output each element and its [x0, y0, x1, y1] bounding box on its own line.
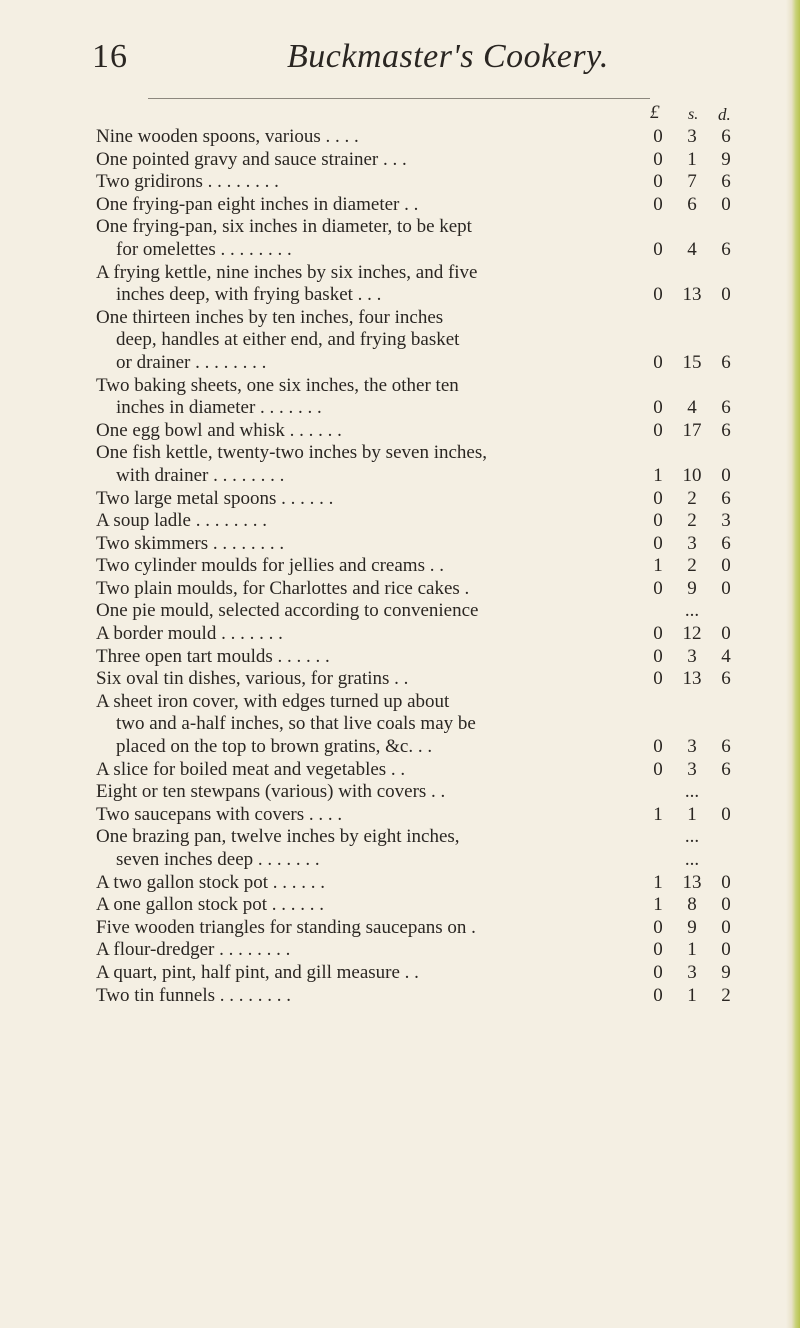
- column-heading-pounds: £: [650, 102, 660, 123]
- column-heading-pence: d.: [718, 105, 731, 124]
- item-description: inches deep, with frying basket . . .: [116, 284, 382, 306]
- amount-pounds: 0: [653, 916, 663, 938]
- list-item-line: [0, 262, 800, 285]
- amount-pounds: 0: [653, 645, 663, 667]
- list-item-line: [0, 171, 800, 194]
- amount-pounds: 0: [653, 148, 663, 170]
- amount-shillings: 17: [682, 419, 702, 441]
- amount-shillings: 1: [687, 148, 697, 170]
- amount-pounds: 1: [653, 871, 663, 893]
- list-item-line: [0, 804, 800, 827]
- item-description: Two baking sheets, one six inches, the other ten: [96, 374, 459, 396]
- amount-shillings: 1: [687, 984, 697, 1006]
- amount-pence: 6: [721, 126, 731, 147]
- amount-shillings: 1: [687, 939, 697, 961]
- list-item-line: [0, 488, 800, 511]
- item-description: A flour-dredger . . . . . . . .: [96, 939, 291, 961]
- amount-pence: 9: [721, 148, 731, 170]
- list-item-line: [0, 352, 800, 375]
- amount-pounds: 1: [653, 894, 663, 916]
- list-item-line: [0, 646, 800, 669]
- amount-pence: 6: [721, 736, 731, 758]
- list-item-line: [0, 578, 800, 601]
- item-description: A sheet iron cover, with edges turned up about: [96, 690, 450, 712]
- item-description: A quart, pint, half pint, and gill measure . .: [96, 961, 419, 983]
- amount-shillings: 13: [682, 668, 702, 690]
- amount-pence: 6: [721, 419, 731, 441]
- amount-pounds: 0: [653, 238, 663, 260]
- amount-pence: 0: [721, 939, 731, 961]
- amount-pence: 2: [721, 984, 731, 1006]
- amount-pounds: 0: [653, 419, 663, 441]
- list-item-line: [0, 533, 800, 556]
- amount-pounds: 0: [653, 397, 663, 419]
- item-description: Three open tart moulds . . . . . .: [96, 645, 330, 667]
- amount-pounds: 0: [653, 510, 663, 532]
- amount-pence: 6: [721, 351, 731, 373]
- amount-pounds: 1: [653, 555, 663, 577]
- list-item-line: [0, 691, 800, 714]
- item-description: One brazing pan, twelve inches by eight inches,: [96, 826, 460, 848]
- item-description: with drainer . . . . . . . .: [116, 464, 285, 486]
- amount-pounds: 0: [653, 939, 663, 961]
- amount-pence: 0: [721, 284, 731, 306]
- amount-pence: 6: [721, 171, 731, 193]
- amount-shillings: 3: [687, 645, 697, 667]
- item-description: Two tin funnels . . . . . . . .: [96, 984, 291, 1006]
- list-item-line: [0, 420, 800, 443]
- amount-shillings: 12: [682, 623, 702, 645]
- amount-pounds: 0: [653, 623, 663, 645]
- amount-shillings: 13: [682, 871, 702, 893]
- item-description: Nine wooden spoons, various . . . .: [96, 126, 359, 147]
- amount-pence: 0: [721, 894, 731, 916]
- list-item-line: [0, 329, 800, 352]
- amount-pence: 6: [721, 397, 731, 419]
- amount-pounds: 1: [653, 464, 663, 486]
- amount-pence: 6: [721, 668, 731, 690]
- amount-shillings: 3: [687, 532, 697, 554]
- list-item-line: [0, 917, 800, 940]
- list-item-line: [0, 126, 800, 149]
- header-rule: [148, 98, 650, 99]
- item-description: A two gallon stock pot . . . . . .: [96, 871, 326, 893]
- amount-shillings: 2: [687, 555, 697, 577]
- item-description: Eight or ten stewpans (various) with covers . .: [96, 781, 446, 803]
- list-item-line: [0, 781, 800, 804]
- item-description: Two plain moulds, for Charlottes and rice cakes .: [96, 577, 470, 599]
- amount-pounds: 0: [653, 351, 663, 373]
- list-item-line: [0, 736, 800, 759]
- list-item-line: [0, 939, 800, 962]
- list-item-line: [0, 555, 800, 578]
- item-description: two and a-half inches, so that live coals may be: [116, 713, 476, 735]
- list-item-line: [0, 510, 800, 533]
- list-item-line: [0, 962, 800, 985]
- running-title: Buckmaster's Cookery.: [287, 38, 609, 75]
- amount-shillings: 9: [687, 916, 697, 938]
- amount-pence: 6: [721, 758, 731, 780]
- amount-pence: 0: [721, 555, 731, 577]
- item-description: Two large metal spoons . . . . . .: [96, 487, 334, 509]
- amount-pence: 6: [721, 487, 731, 509]
- amount-pounds: 0: [653, 758, 663, 780]
- item-description: Two cylinder moulds for jellies and creams . .: [96, 555, 444, 577]
- amount-shillings: 2: [687, 510, 697, 532]
- item-description: inches in diameter . . . . . . .: [116, 397, 322, 419]
- list-item-line: [0, 216, 800, 239]
- column-heading-shillings: s.: [688, 106, 699, 123]
- amount-shillings: 3: [687, 126, 697, 147]
- amount-shillings: 4: [687, 238, 697, 260]
- list-item-line: [0, 826, 800, 849]
- list-item-line: [0, 375, 800, 398]
- amount-pounds: 0: [653, 532, 663, 554]
- list-item-line: [0, 623, 800, 646]
- amount-shillings: 3: [687, 961, 697, 983]
- list-item-line: [0, 442, 800, 465]
- item-description: A one gallon stock pot . . . . . .: [96, 894, 324, 916]
- amount-shillings: 4: [687, 397, 697, 419]
- amount-pence: 6: [721, 238, 731, 260]
- amount-pence: 0: [721, 623, 731, 645]
- amount-shillings: ...: [684, 600, 700, 622]
- page-header: [92, 38, 712, 88]
- list-item-line: [0, 668, 800, 691]
- list-item-line: [0, 600, 800, 623]
- item-description: seven inches deep . . . . . . .: [116, 849, 320, 870]
- item-description: A frying kettle, nine inches by six inches, and five: [96, 261, 478, 283]
- list-item-line: [0, 194, 800, 217]
- amount-shillings: 13: [682, 284, 702, 306]
- amount-pounds: 0: [653, 284, 663, 306]
- list-item-line: [0, 759, 800, 782]
- amount-shillings: ...: [684, 826, 700, 848]
- amount-shillings: 6: [687, 193, 697, 215]
- price-list: [0, 126, 800, 1007]
- amount-pence: 0: [721, 871, 731, 893]
- item-description: Two skimmers . . . . . . . .: [96, 532, 285, 554]
- amount-pence: 6: [721, 532, 731, 554]
- amount-shillings: ...: [684, 781, 700, 803]
- item-description: A soup ladle . . . . . . . .: [96, 510, 267, 532]
- item-description: Two saucepans with covers . . . .: [96, 803, 343, 825]
- amount-shillings: 7: [687, 171, 697, 193]
- amount-pence: 9: [721, 961, 731, 983]
- amount-pounds: 0: [653, 668, 663, 690]
- list-item-line: [0, 465, 800, 488]
- item-description: One thirteen inches by ten inches, four inches: [96, 306, 444, 328]
- amount-pence: 0: [721, 464, 731, 486]
- amount-pounds: 1: [653, 803, 663, 825]
- list-item-line: [0, 985, 800, 1008]
- amount-pence: 0: [721, 803, 731, 825]
- item-description: One fish kettle, twenty-two inches by seven inches,: [96, 442, 487, 464]
- amount-shillings: 10: [682, 464, 702, 486]
- amount-shillings: 3: [687, 758, 697, 780]
- amount-shillings: 9: [687, 577, 697, 599]
- amount-pounds: 0: [653, 736, 663, 758]
- amount-pounds: 0: [653, 487, 663, 509]
- amount-pounds: 0: [653, 984, 663, 1006]
- item-description: or drainer . . . . . . . .: [116, 351, 267, 373]
- item-description: One egg bowl and whisk . . . . . .: [96, 419, 342, 441]
- item-description: Two gridirons . . . . . . . .: [96, 171, 279, 193]
- item-description: A slice for boiled meat and vegetables . .: [96, 758, 406, 780]
- list-item-line: [0, 397, 800, 420]
- amount-pounds: 0: [653, 171, 663, 193]
- amount-pence: 0: [721, 577, 731, 599]
- amount-shillings: 15: [682, 351, 702, 373]
- item-description: Six oval tin dishes, various, for gratins . .: [96, 668, 409, 690]
- amount-shillings: ...: [684, 849, 700, 870]
- item-description: Five wooden triangles for standing saucepans on .: [96, 916, 476, 938]
- item-description: deep, handles at either end, and frying basket: [116, 329, 460, 351]
- page-number: 16: [92, 38, 128, 75]
- list-item-line: [0, 713, 800, 736]
- item-description: placed on the top to brown gratins, &c. . .: [116, 736, 433, 758]
- amount-pounds: 0: [653, 577, 663, 599]
- list-item-line: [0, 849, 800, 872]
- amount-pence: 0: [721, 916, 731, 938]
- list-item-line: [0, 149, 800, 172]
- amount-shillings: 8: [687, 894, 697, 916]
- list-item-line: [0, 284, 800, 307]
- item-description: One frying-pan, six inches in diameter, to be kept: [96, 216, 472, 238]
- item-description: A border mould . . . . . . .: [96, 623, 283, 645]
- amount-shillings: 1: [687, 803, 697, 825]
- amount-pence: 3: [721, 510, 731, 532]
- list-item-line: [0, 239, 800, 262]
- list-item-line: [0, 894, 800, 917]
- amount-pounds: 0: [653, 126, 663, 147]
- list-item-line: [0, 307, 800, 330]
- amount-pence: 4: [721, 645, 731, 667]
- item-description: for omelettes . . . . . . . .: [116, 238, 292, 260]
- item-description: One pointed gravy and sauce strainer . . .: [96, 148, 407, 170]
- amount-pounds: 0: [653, 961, 663, 983]
- amount-pounds: 0: [653, 193, 663, 215]
- list-item-line: [0, 872, 800, 895]
- amount-pence: 0: [721, 193, 731, 215]
- item-description: One pie mould, selected according to convenience: [96, 600, 479, 622]
- amount-shillings: 2: [687, 487, 697, 509]
- item-description: One frying-pan eight inches in diameter . .: [96, 193, 419, 215]
- amount-shillings: 3: [687, 736, 697, 758]
